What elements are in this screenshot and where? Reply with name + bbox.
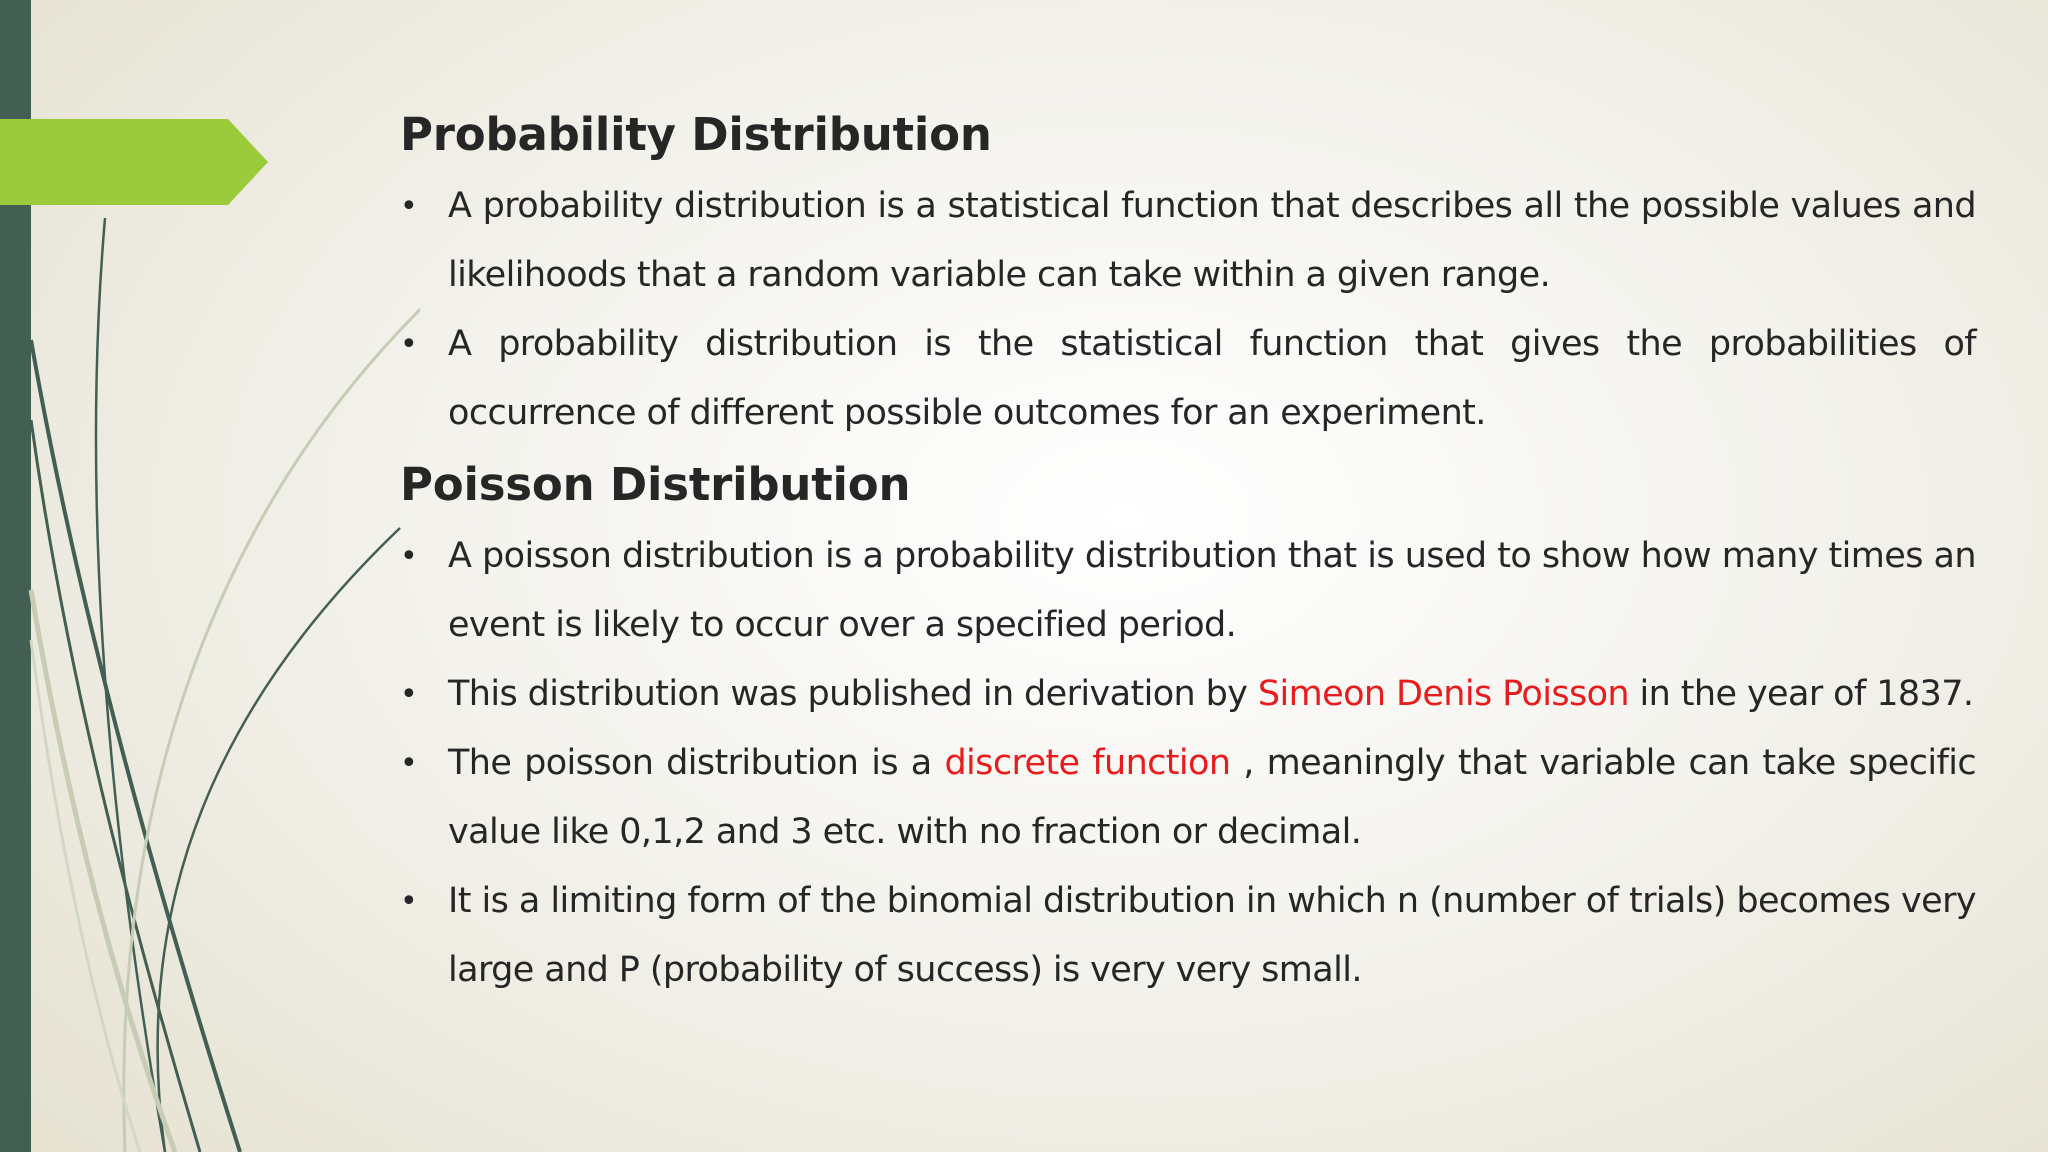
bullet-text-after: in the year of 1837. (1629, 674, 1974, 714)
poisson-bullet-list (400, 522, 1976, 1005)
bullet-text: A poisson distribution is a probability distribution that is used to show how many times an event is likely to occur over a specified period. (448, 536, 1976, 645)
list-item (400, 172, 1976, 310)
bullet-dot: • (400, 539, 418, 574)
list-item (400, 660, 1976, 729)
bullet-dot: • (400, 746, 418, 781)
bullet-text: It is a limiting form of the binomial distribution in which n (number of trials) becomes very large and P (probability of success) is very very small. (448, 881, 1976, 990)
bullet-text-after: , meaningly that variable can take specific value like 0,1,2 and 3 etc. with no fraction or decimal. (448, 743, 1976, 852)
list-item (400, 867, 1976, 1005)
highlight-discrete-function: discrete function (944, 743, 1231, 783)
slide-content (400, 98, 1976, 1005)
list-item (400, 729, 1976, 867)
highlight-poisson-name: Simeon Denis Poisson (1257, 674, 1630, 714)
bullet-text: A probability distribution is the statistical function that gives the probabilities of occurrence of different possible outcomes for an experiment. (448, 324, 1976, 433)
bullet-text-before: This distribution was published in derivation by (448, 674, 1258, 714)
green-arrow-shape (0, 119, 270, 205)
list-item (400, 310, 1976, 448)
bullet-dot: • (400, 327, 418, 362)
heading-poisson-distribution: Poisson Distribution (400, 458, 911, 511)
heading-probability-distribution: Probability Distribution (400, 108, 992, 161)
bullet-dot: • (400, 677, 418, 712)
list-item (400, 522, 1976, 660)
bullet-dot: • (400, 189, 418, 224)
bullet-dot: • (400, 884, 418, 919)
bullet-text: A probability distribution is a statistical function that describes all the possible values and likelihoods that a random variable can take within a given range. (448, 186, 1976, 295)
probability-bullet-list (400, 172, 1976, 448)
bullet-text-before: The poisson distribution is a (448, 743, 945, 783)
